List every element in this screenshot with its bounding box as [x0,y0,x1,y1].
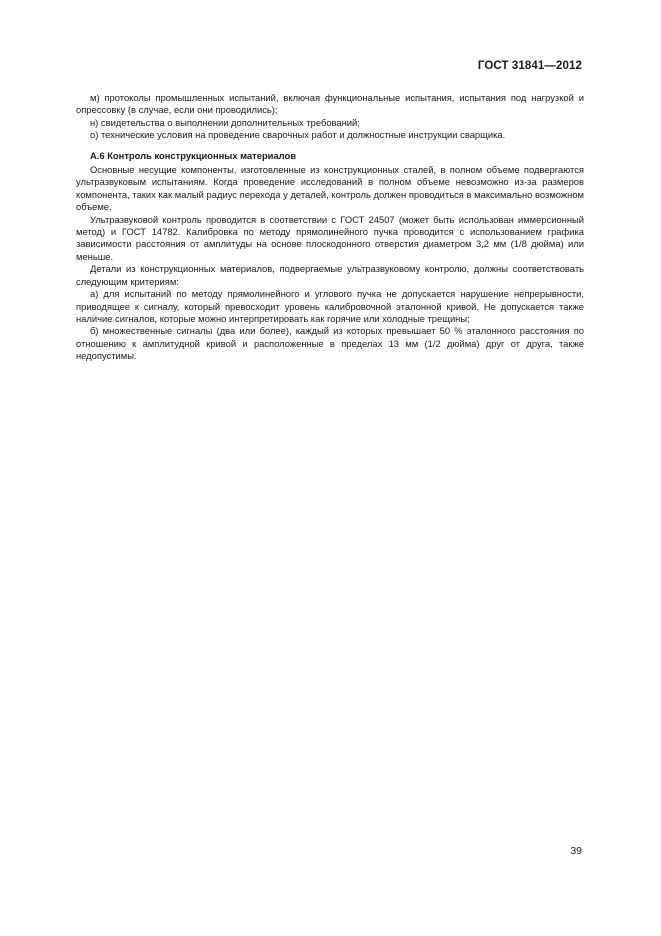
document-body [76,92,584,363]
list-item-n: н) свидетельства о выполнении дополнительных требований; [90,116,360,128]
section-number: А.6 [90,149,105,161]
paragraph-criteria-intro: Детали из конструкционных материалов, подвергаемые ультразвуковому контролю, должны соответствовать следующим критериям: [76,263,584,287]
document-header: ГОСТ 31841—2012 [477,60,582,72]
section-heading [76,150,584,162]
list-item-m: м) протоколы промышленных испытаний, включая функциональные испытания, испытания под нагрузкой и опрессовку (в случае, если они проводились); [76,92,584,116]
page-number: 39 [570,845,582,857]
section-title: Контроль конструкционных материалов [107,149,296,161]
list-item-o: о) технические условия на проведение сварочных работ и должностные инструкции сварщика. [90,129,506,141]
paragraph-ultrasonic-control: Ультразвуковой контроль проводится в соответствии с ГОСТ 24507 (может быть использован иммерсионный метод) и ГОСТ 14782. Калибровка по методу прямолинейного пучка проводится с использованием графика зависимости расстояния от амплитуды на основе плоскодонного отверстия диаметром 3,2 мм (1/8 дюйма) или меньше. [76,213,584,262]
paragraph-main-components: Основные несущие компоненты, изготовленные из конструкционных сталей, в полном объеме подвергаются ультразвуковым испытаниям. Когда проведение исследований в полном объеме невозможно из-за размеров компонента, таких как малый радиус перехода у деталей, контроль должен проводиться в максимально возможном объеме. [76,164,584,213]
criterion-a: а) для испытаний по методу прямолинейного и углового пучка не допускается нарушение непрерывности, приводящее к сигналу, который превосходит уровень калибровочной эталонной кривой. Не допускается также наличие сигналов, которые можно интерпретировать как горячие или холодные трещины; [76,288,584,324]
criterion-b: б) множественные сигналы (два или более), каждый из которых превышает 50 % эталонного расстояния по отношению к амплитудной кривой и расположенные в пределах 13 мм (1/2 дюйма) друг от друга, также недопустимы. [76,325,584,362]
